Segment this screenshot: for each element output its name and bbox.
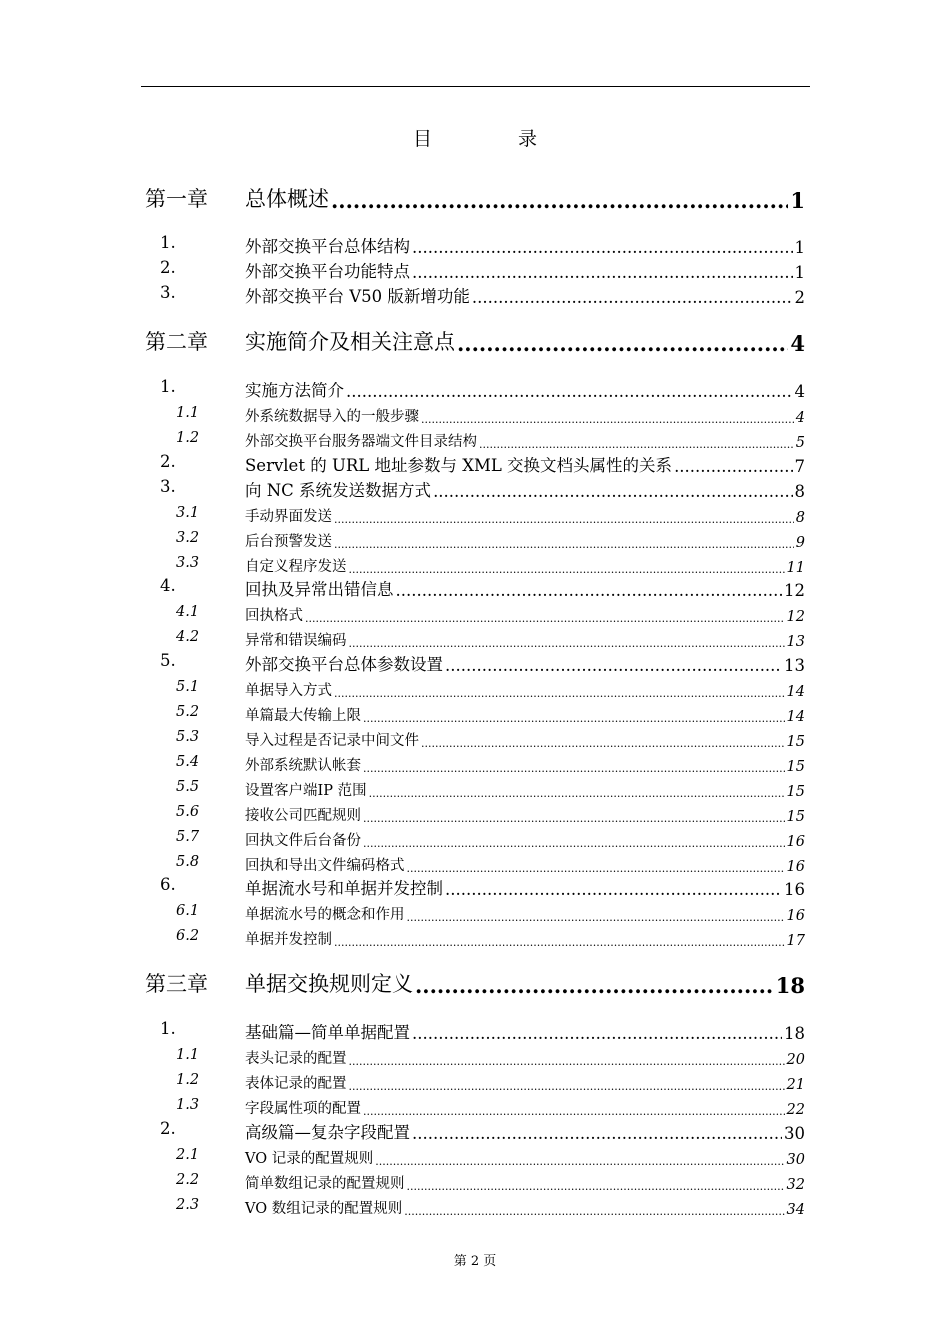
dot-leader: [334, 513, 794, 526]
toc-entry-title: 外部交换平台总体结构: [245, 237, 410, 256]
header-rule: [141, 86, 810, 87]
toc-entry-page: 1: [794, 263, 805, 282]
dot-leader: [415, 973, 774, 998]
dot-leader: [421, 737, 785, 750]
toc-entry-number: 5.6: [176, 804, 200, 820]
toc-entry-title: 回执和导出文件编码格式: [245, 858, 405, 874]
toc-entry-title: 高级篇—复杂字段配置: [245, 1123, 410, 1142]
toc-entry-number: 1.1: [176, 1047, 200, 1063]
toc-entry-number: 1.: [160, 377, 176, 396]
toc-entry-title: 实施方法简介: [245, 381, 344, 400]
toc-title: [0, 124, 950, 151]
toc-entry-page: 16: [786, 834, 805, 850]
toc-entry-line: [245, 183, 805, 213]
toc-entry-title: 回执文件后台备份: [245, 833, 361, 849]
toc-entry-page: 16: [786, 908, 805, 924]
toc-entry-page: 15: [786, 759, 805, 775]
toc-entry-line: [245, 530, 805, 551]
dot-leader: [479, 438, 794, 451]
toc-entry-page: 14: [786, 684, 805, 700]
dot-leader: [445, 880, 782, 899]
toc-entry-number: 4.2: [176, 629, 200, 645]
toc-entry-number: 3.: [160, 477, 176, 496]
toc-entry[interactable]: [0, 1147, 950, 1171]
toc-entry-page: 15: [786, 809, 805, 825]
toc-entry-page: 30: [784, 1124, 805, 1143]
toc-entry-number: 4.1: [176, 604, 200, 620]
toc-entry[interactable]: [0, 1119, 950, 1143]
toc-entry-number: 5.: [160, 651, 176, 670]
dot-leader: [407, 911, 785, 924]
dot-leader: [331, 188, 788, 213]
dot-leader: [349, 563, 785, 576]
toc-entry-line: [245, 258, 805, 282]
toc-entry[interactable]: [0, 928, 950, 952]
toc-entry-page: 11: [786, 560, 805, 576]
toc-entry-title: 单据并发控制: [245, 932, 332, 948]
toc-entry-number: 5.3: [176, 729, 200, 745]
toc-entry-title: 简单数组记录的配置规则: [245, 1176, 405, 1192]
toc-entry-line: [245, 452, 805, 476]
toc-entry[interactable]: [0, 430, 950, 454]
toc-entry-line: [245, 1019, 805, 1043]
toc-entry-title: 单据交换规则定义: [245, 972, 413, 996]
toc-entry[interactable]: [0, 326, 950, 356]
dot-leader: [404, 1205, 784, 1218]
toc-entry-number: 2.: [160, 1119, 176, 1138]
toc-entry-page: 13: [786, 634, 805, 650]
toc-entry[interactable]: [0, 1172, 950, 1196]
toc-entry-page: 4: [790, 331, 805, 356]
toc-entry-page: 4: [794, 382, 805, 401]
toc-entry-line: [245, 326, 805, 356]
toc-entry[interactable]: [0, 1019, 950, 1043]
toc-entry-number: 第一章: [145, 187, 208, 211]
toc-entry-title: 单据流水号的概念和作用: [245, 907, 405, 923]
toc-entry-page: 12: [786, 609, 805, 625]
dot-leader: [472, 288, 793, 307]
toc-entry-page: 15: [786, 784, 805, 800]
toc-entry-page: 18: [775, 973, 805, 998]
toc-entry-title: 外部交换平台 V50 版新增功能: [245, 287, 470, 306]
toc-entry-line: [245, 804, 805, 825]
toc-entry-page: 32: [786, 1177, 805, 1193]
toc-title-right: 录: [518, 128, 538, 150]
toc-entry-title: 接收公司匹配规则: [245, 808, 361, 824]
toc-entry[interactable]: [0, 1197, 950, 1221]
dot-leader: [412, 238, 793, 257]
dot-leader: [407, 862, 785, 875]
toc-entry[interactable]: [0, 651, 950, 675]
toc-entry-title: 表体记录的配置: [245, 1076, 347, 1092]
toc-entry-title: 单据导入方式: [245, 683, 332, 699]
toc-entry-page: 17: [786, 933, 805, 949]
toc-entry[interactable]: [0, 233, 950, 257]
toc-entry-line: [245, 1119, 805, 1143]
toc-entry-number: 6.2: [176, 928, 200, 944]
toc-entry-page: 14: [786, 709, 805, 725]
toc-entry-title: 回执及异常出错信息: [245, 580, 394, 599]
dot-leader: [412, 1024, 782, 1043]
toc-entry-page: 12: [784, 581, 805, 600]
toc-entry-number: 1.: [160, 1019, 176, 1038]
toc-entry-title: 基础篇—简单单据配置: [245, 1023, 410, 1042]
toc-entry-number: 2.3: [176, 1197, 200, 1213]
toc-entry-line: [245, 629, 805, 650]
toc-entry[interactable]: [0, 1072, 950, 1096]
toc-entry-title: 表头记录的配置: [245, 1051, 347, 1067]
toc-entry-title: 外部交换平台服务器端文件目录结构: [245, 434, 477, 450]
toc-entry-line: [245, 430, 805, 451]
toc-entry-number: 2.2: [176, 1172, 200, 1188]
toc-entry-number: 5.5: [176, 779, 200, 795]
toc-entry-line: [245, 555, 805, 576]
toc-entry-title: 外部交换平台总体参数设置: [245, 655, 443, 674]
dot-leader: [421, 413, 794, 426]
toc-entry-title: 向 NC 系统发送数据方式: [245, 481, 432, 500]
toc-entry[interactable]: [0, 903, 950, 927]
dot-leader: [363, 762, 785, 775]
toc-entry-line: [245, 1172, 805, 1193]
toc-entry-page: 20: [786, 1052, 805, 1068]
dot-leader: [457, 331, 788, 356]
toc-entry-line: [245, 875, 805, 899]
toc-entry-title: 总体概述: [245, 187, 329, 211]
toc-entry-title: VO 记录的配置规则: [245, 1151, 374, 1167]
toc-entry-title: Servlet 的 URL 地址参数与 XML 交换文档头属性的关系: [245, 456, 673, 475]
toc-entry-line: [245, 283, 805, 307]
dot-leader: [445, 656, 782, 675]
toc-entry-line: [245, 754, 805, 775]
toc-entry-line: [245, 405, 805, 426]
toc-entry-number: 4.: [160, 576, 176, 595]
toc-entry-line: [245, 1147, 805, 1168]
dot-leader: [412, 263, 793, 282]
toc-entry-title: 单篇最大传输上限: [245, 708, 361, 724]
toc-entry-number: 6.1: [176, 903, 200, 919]
toc-entry[interactable]: [0, 829, 950, 853]
toc-entry-page: 9: [795, 535, 805, 551]
toc-entry-number: 5.1: [176, 679, 200, 695]
toc-entry-number: 1.2: [176, 430, 200, 446]
toc-entry-line: [245, 1072, 805, 1093]
toc-entry-page: 8: [794, 482, 805, 501]
toc-entry-page: 21: [786, 1077, 805, 1093]
toc-entry[interactable]: [0, 576, 950, 600]
toc-entry-page: 4: [795, 410, 805, 426]
toc-entry-page: 1: [790, 188, 805, 213]
toc-entry[interactable]: [0, 477, 950, 501]
toc-entry-line: [245, 679, 805, 700]
toc-entry-line: [245, 903, 805, 924]
toc-entry[interactable]: [0, 679, 950, 703]
toc-entry-title: 实施简介及相关注意点: [245, 330, 455, 354]
toc-entry-line: [245, 377, 805, 401]
toc-entry[interactable]: [0, 629, 950, 653]
toc-entry[interactable]: [0, 530, 950, 554]
toc-entry-title: 自定义程序发送: [245, 559, 347, 575]
dot-leader: [346, 382, 793, 401]
toc-entry-title: 后台预警发送: [245, 534, 332, 550]
dot-leader: [363, 712, 785, 725]
toc-entry-page: 18: [784, 1024, 805, 1043]
toc-entry-number: 第二章: [145, 330, 208, 354]
toc-title-left: 目: [412, 128, 432, 150]
toc-entry-line: [245, 704, 805, 725]
page-footer: 第 2 页: [453, 1254, 497, 1269]
toc-entry[interactable]: [0, 875, 950, 899]
toc-entry-line: [245, 651, 805, 675]
dot-leader: [363, 837, 785, 850]
toc-entry-number: 5.4: [176, 754, 200, 770]
toc-entry-number: 5.2: [176, 704, 200, 720]
toc-entry-title: 异常和错误编码: [245, 633, 347, 649]
toc-entry-line: [245, 604, 805, 625]
toc-entry[interactable]: [0, 804, 950, 828]
dot-leader: [363, 1105, 785, 1118]
toc-entry-title: 外系统数据导入的一般步骤: [245, 409, 419, 425]
dot-leader: [349, 1080, 785, 1093]
toc-entry-title: 导入过程是否记录中间文件: [245, 733, 419, 749]
dot-leader: [375, 1155, 784, 1168]
toc-entry[interactable]: [0, 505, 950, 529]
toc-entry-line: [245, 928, 805, 949]
toc-entry-number: 1.2: [176, 1072, 200, 1088]
toc-entry-title: 外部系统默认帐套: [245, 758, 361, 774]
toc-entry-number: 2.1: [176, 1147, 200, 1163]
toc-entry-page: 2: [794, 288, 805, 307]
toc-entry-line: [245, 854, 805, 875]
toc-entry[interactable]: [0, 377, 950, 401]
toc-entry-title: 回执格式: [245, 608, 303, 624]
toc-entry[interactable]: [0, 258, 950, 282]
dot-leader: [349, 1055, 785, 1068]
toc-entry-line: [245, 1197, 805, 1218]
dot-leader: [363, 812, 785, 825]
toc-entry-page: 22: [786, 1102, 805, 1118]
toc-entry-number: 3.: [160, 283, 176, 302]
toc-entry[interactable]: [0, 704, 950, 728]
toc-entry-number: 3.3: [176, 555, 200, 571]
dot-leader: [674, 457, 792, 476]
dot-leader: [334, 936, 785, 949]
toc-entry-title: 单据流水号和单据并发控制: [245, 879, 443, 898]
toc-entry[interactable]: [0, 968, 950, 998]
dot-leader: [407, 1180, 785, 1193]
toc-entry-line: [245, 1097, 805, 1118]
dot-leader: [396, 581, 783, 600]
toc-entry[interactable]: [0, 405, 950, 429]
toc-entry-line: [245, 505, 805, 526]
dot-leader: [305, 612, 785, 625]
toc-entry-line: [245, 477, 805, 501]
toc-entry-number: 1.1: [176, 405, 200, 421]
toc-entry-number: 3.1: [176, 505, 200, 521]
toc-entry-title: 手动界面发送: [245, 509, 332, 525]
toc-entry-number: 2.: [160, 452, 176, 471]
toc-entry-line: [245, 829, 805, 850]
toc-entry-number: 5.8: [176, 854, 200, 870]
toc-entry[interactable]: [0, 452, 950, 476]
toc-entry-title: 外部交换平台功能特点: [245, 262, 410, 281]
toc-entry-number: 3.2: [176, 530, 200, 546]
dot-leader: [369, 787, 785, 800]
toc-entry-number: 1.3: [176, 1097, 200, 1113]
toc-entry-line: [245, 233, 805, 257]
toc-entry-page: 16: [784, 880, 805, 899]
toc-entry[interactable]: [0, 183, 950, 213]
toc-entry-title: 字段属性项的配置: [245, 1101, 361, 1117]
dot-leader: [334, 538, 794, 551]
toc-entry-page: 5: [795, 435, 805, 451]
toc-entry-number: 2.: [160, 258, 176, 277]
toc-entry-page: 16: [786, 859, 805, 875]
toc-entry-number: 第三章: [145, 972, 208, 996]
toc-entry-line: [245, 729, 805, 750]
toc-entry-page: 13: [784, 656, 805, 675]
toc-entry-title: 设置客户端IP 范围: [245, 783, 367, 799]
toc-entry[interactable]: [0, 604, 950, 628]
toc-entry-number: 1.: [160, 233, 176, 252]
toc-entry[interactable]: [0, 283, 950, 307]
toc-entry[interactable]: [0, 1097, 950, 1121]
toc-entry-page: 8: [795, 510, 805, 526]
toc-entry-page: 30: [786, 1152, 805, 1168]
toc-entry-line: [245, 968, 805, 998]
toc-entry[interactable]: [0, 754, 950, 778]
toc-entry-line: [245, 576, 805, 600]
toc-entry[interactable]: [0, 729, 950, 753]
toc-entry-line: [245, 779, 805, 800]
toc-entry-page: 1: [794, 238, 805, 257]
toc-entry-number: 6.: [160, 875, 176, 894]
dot-leader: [433, 482, 792, 501]
toc-entry[interactable]: [0, 1047, 950, 1071]
toc-entry-number: 5.7: [176, 829, 200, 845]
dot-leader: [334, 687, 785, 700]
toc-entry-title: VO 数组记录的配置规则: [245, 1201, 403, 1217]
toc-entry-page: 7: [794, 457, 805, 476]
toc-entry[interactable]: [0, 779, 950, 803]
toc-entry-page: 15: [786, 734, 805, 750]
dot-leader: [349, 637, 785, 650]
dot-leader: [412, 1124, 782, 1143]
toc-entry-line: [245, 1047, 805, 1068]
toc-entry-page: 34: [786, 1202, 805, 1218]
